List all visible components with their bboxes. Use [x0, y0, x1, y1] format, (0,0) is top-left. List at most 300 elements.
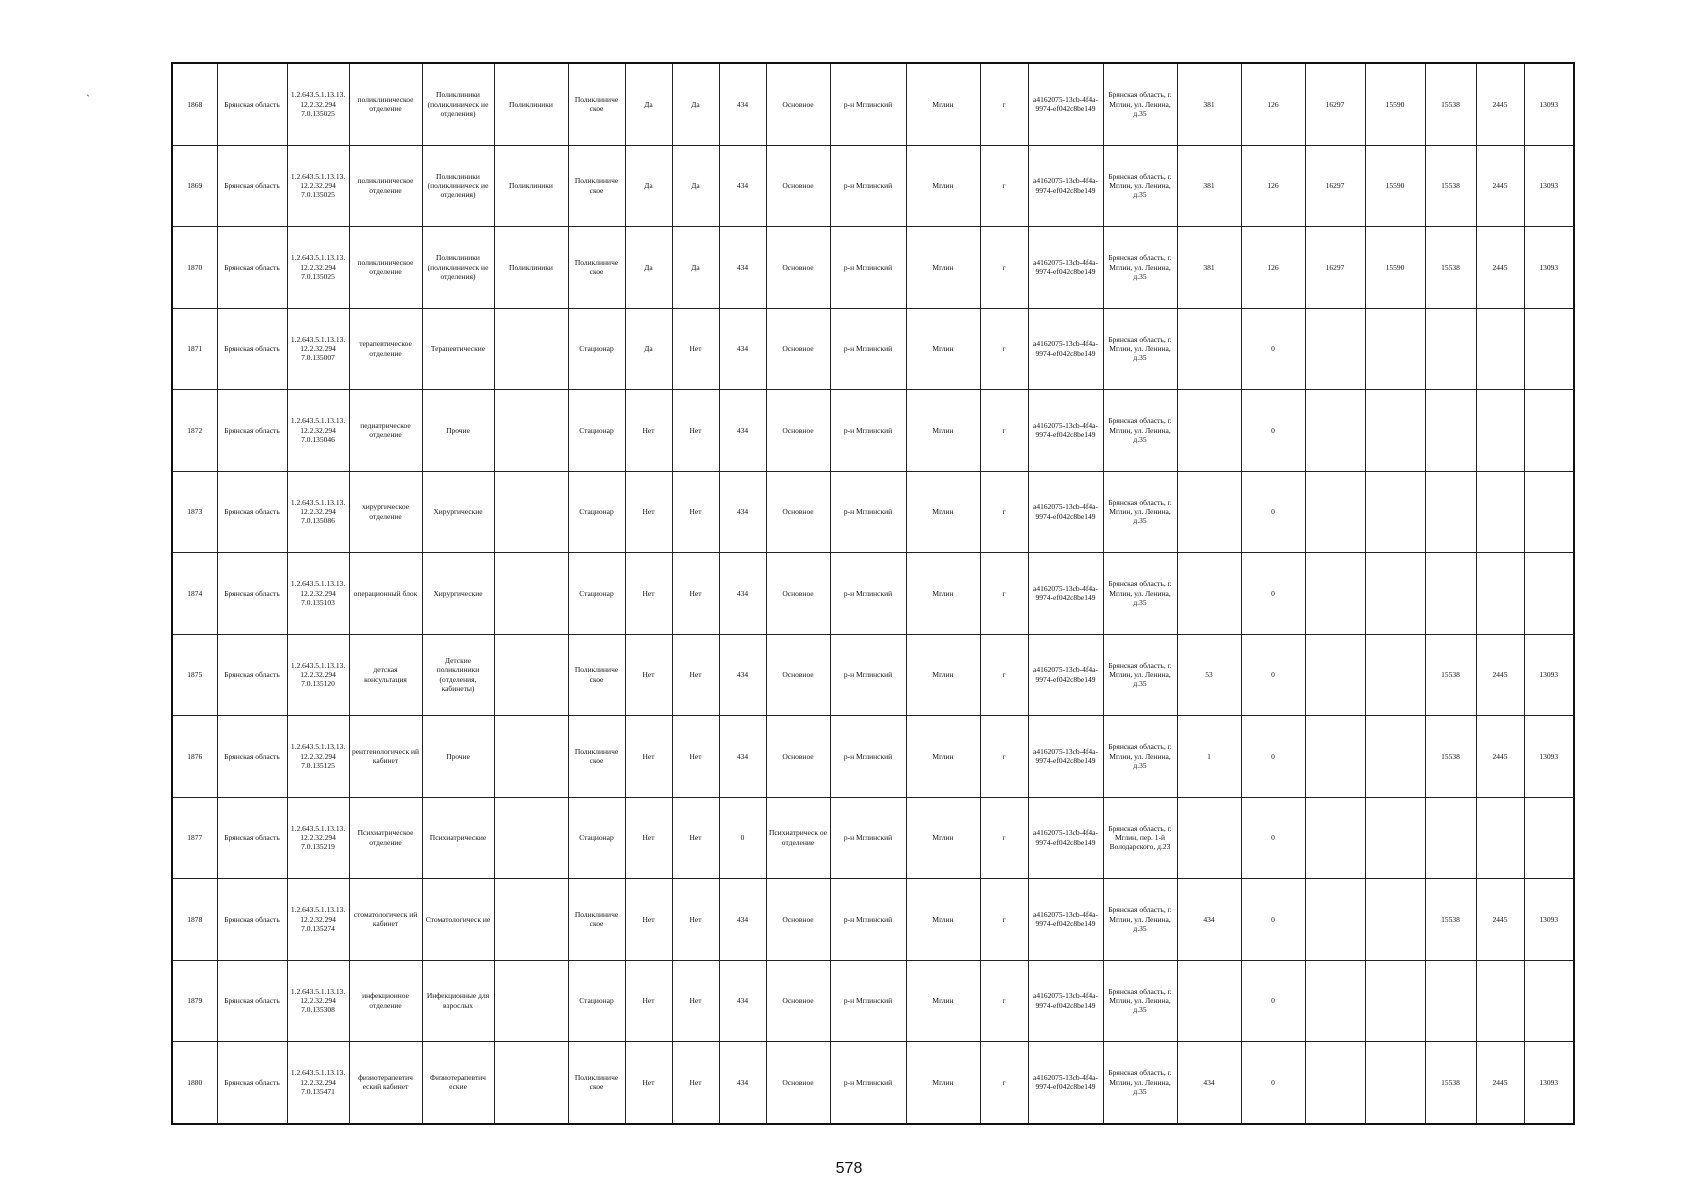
- cell-fias-guid: a4162075-13cb-4f4a-9974-ef042c8be149: [1028, 797, 1103, 879]
- cell-region: Брянская область: [217, 145, 287, 227]
- cell-building: Основное: [766, 145, 830, 227]
- cell-district: р-н Мглинский: [830, 145, 906, 227]
- cell-value-1: [1177, 390, 1241, 472]
- cell-value-2: 0: [1241, 797, 1305, 879]
- cell-oid: 1.2.643.5.1.13.13.12.2.32.294 7.0.135471: [287, 1042, 349, 1124]
- cell-value-5: 15538: [1425, 879, 1476, 961]
- cell-value-4: 15590: [1365, 227, 1425, 309]
- cell-flag-a: Да: [625, 63, 672, 145]
- cell-oid: 1.2.643.5.1.13.13.12.2.32.294 7.0.135025: [287, 63, 349, 145]
- cell-value-7: [1524, 553, 1574, 635]
- cell-unit-category: Поликлиники: [494, 145, 568, 227]
- cell-unit-name: физиотерапевтич еский кабинет: [349, 1042, 422, 1124]
- cell-unit-type: Хирургические: [422, 553, 494, 635]
- cell-district: р-н Мглинский: [830, 797, 906, 879]
- cell-value-4: [1365, 960, 1425, 1042]
- cell-value-2: 0: [1241, 879, 1305, 961]
- cell-value-4: [1365, 390, 1425, 472]
- cell-value-5: 15538: [1425, 634, 1476, 716]
- cell-flag-a: Нет: [625, 634, 672, 716]
- cell-flag-a: Нет: [625, 879, 672, 961]
- cell-count-a: 434: [719, 471, 766, 553]
- cell-count-a: 434: [719, 390, 766, 472]
- cell-locality-type: г: [980, 797, 1028, 879]
- cell-district: р-н Мглинский: [830, 390, 906, 472]
- cell-locality-type: г: [980, 634, 1028, 716]
- cell-unit-type: Физиотерапевтич еские: [422, 1042, 494, 1124]
- cell-value-6: 2445: [1476, 634, 1524, 716]
- cell-value-5: [1425, 960, 1476, 1042]
- cell-value-6: 2445: [1476, 879, 1524, 961]
- cell-address: Брянская область, г. Мглин, ул. Ленина, д.35: [1103, 634, 1177, 716]
- cell-city: Мглин: [906, 63, 980, 145]
- cell-oid: 1.2.643.5.1.13.13.12.2.32.294 7.0.135120: [287, 634, 349, 716]
- cell-flag-a: Нет: [625, 797, 672, 879]
- cell-region: Брянская область: [217, 716, 287, 798]
- cell-district: р-н Мглинский: [830, 553, 906, 635]
- cell-unit-category: [494, 634, 568, 716]
- cell-care-form: Поликлиниче ское: [568, 1042, 625, 1124]
- cell-address: Брянская область, г. Мглин, ул. Ленина, д.35: [1103, 308, 1177, 390]
- cell-building: Основное: [766, 1042, 830, 1124]
- cell-value-6: 2445: [1476, 145, 1524, 227]
- cell-unit-name: терапевтическое отделение: [349, 308, 422, 390]
- cell-unit-category: [494, 879, 568, 961]
- cell-care-form: Поликлиниче ское: [568, 879, 625, 961]
- cell-count-a: 434: [719, 63, 766, 145]
- cell-locality-type: г: [980, 716, 1028, 798]
- cell-building: Основное: [766, 471, 830, 553]
- cell-flag-b: Да: [672, 63, 719, 145]
- cell-value-3: 16297: [1305, 63, 1365, 145]
- cell-unit-type: Инфекционные для взрослых: [422, 960, 494, 1042]
- cell-unit-type: Хирургические: [422, 471, 494, 553]
- cell-row-number: 1876: [172, 716, 217, 798]
- cell-flag-a: Да: [625, 227, 672, 309]
- cell-building: Основное: [766, 879, 830, 961]
- cell-city: Мглин: [906, 227, 980, 309]
- cell-value-5: 15538: [1425, 63, 1476, 145]
- cell-value-4: [1365, 308, 1425, 390]
- page-number: 578: [835, 1160, 863, 1177]
- cell-value-7: 13093: [1524, 63, 1574, 145]
- cell-value-6: 2445: [1476, 63, 1524, 145]
- cell-value-4: [1365, 879, 1425, 961]
- cell-fias-guid: a4162075-13cb-4f4a-9974-ef042c8be149: [1028, 634, 1103, 716]
- cell-care-form: Поликлиниче ское: [568, 63, 625, 145]
- cell-oid: 1.2.643.5.1.13.13.12.2.32.294 7.0.135025: [287, 145, 349, 227]
- cell-value-1: [1177, 308, 1241, 390]
- cell-value-6: [1476, 553, 1524, 635]
- cell-district: р-н Мглинский: [830, 879, 906, 961]
- cell-flag-a: Нет: [625, 716, 672, 798]
- cell-row-number: 1869: [172, 145, 217, 227]
- table-row: [172, 308, 1574, 390]
- cell-value-1: [1177, 553, 1241, 635]
- cell-unit-category: [494, 960, 568, 1042]
- cell-locality-type: г: [980, 63, 1028, 145]
- cell-care-form: Стационар: [568, 471, 625, 553]
- cell-value-4: [1365, 1042, 1425, 1124]
- cell-unit-category: [494, 716, 568, 798]
- cell-count-a: 0: [719, 797, 766, 879]
- cell-fias-guid: a4162075-13cb-4f4a-9974-ef042c8be149: [1028, 716, 1103, 798]
- cell-value-7: [1524, 471, 1574, 553]
- cell-region: Брянская область: [217, 390, 287, 472]
- cell-region: Брянская область: [217, 797, 287, 879]
- cell-locality-type: г: [980, 553, 1028, 635]
- cell-district: р-н Мглинский: [830, 63, 906, 145]
- cell-fias-guid: a4162075-13cb-4f4a-9974-ef042c8be149: [1028, 879, 1103, 961]
- cell-value-4: [1365, 716, 1425, 798]
- cell-unit-type: Психиатрические: [422, 797, 494, 879]
- cell-locality-type: г: [980, 960, 1028, 1042]
- cell-flag-a: Нет: [625, 390, 672, 472]
- cell-unit-category: [494, 553, 568, 635]
- cell-care-form: Поликлиниче ское: [568, 634, 625, 716]
- cell-unit-name: Психиатрическое отделение: [349, 797, 422, 879]
- cell-count-a: 434: [719, 634, 766, 716]
- cell-value-3: [1305, 390, 1365, 472]
- cell-flag-b: Нет: [672, 471, 719, 553]
- cell-value-5: [1425, 553, 1476, 635]
- table-row: [172, 797, 1574, 879]
- cell-address: Брянская область, г. Мглин, ул. Ленина, д.35: [1103, 1042, 1177, 1124]
- cell-flag-b: Нет: [672, 716, 719, 798]
- cell-value-2: 0: [1241, 308, 1305, 390]
- cell-region: Брянская область: [217, 63, 287, 145]
- cell-value-3: 16297: [1305, 227, 1365, 309]
- cell-count-a: 434: [719, 553, 766, 635]
- cell-address: Брянская область, г. Мглин, ул. Ленина, д.35: [1103, 471, 1177, 553]
- cell-district: р-н Мглинский: [830, 471, 906, 553]
- cell-city: Мглин: [906, 308, 980, 390]
- registry-table: [171, 62, 1575, 1125]
- cell-value-5: [1425, 308, 1476, 390]
- cell-unit-name: поликлиническое отделение: [349, 63, 422, 145]
- cell-value-3: [1305, 879, 1365, 961]
- cell-region: Брянская область: [217, 1042, 287, 1124]
- cell-oid: 1.2.643.5.1.13.13.12.2.32.294 7.0.135274: [287, 879, 349, 961]
- cell-value-7: 13093: [1524, 879, 1574, 961]
- cell-fias-guid: a4162075-13cb-4f4a-9974-ef042c8be149: [1028, 553, 1103, 635]
- cell-city: Мглин: [906, 960, 980, 1042]
- cell-address: Брянская область, г. Мглин, ул. Ленина, д.35: [1103, 879, 1177, 961]
- cell-unit-category: Поликлиники: [494, 227, 568, 309]
- cell-value-7: 13093: [1524, 716, 1574, 798]
- cell-count-a: 434: [719, 879, 766, 961]
- cell-flag-b: Нет: [672, 553, 719, 635]
- cell-address: Брянская область, г. Мглин, ул. Ленина, д.35: [1103, 63, 1177, 145]
- cell-unit-name: поликлиническое отделение: [349, 145, 422, 227]
- cell-row-number: 1872: [172, 390, 217, 472]
- cell-flag-b: Да: [672, 227, 719, 309]
- cell-value-6: [1476, 960, 1524, 1042]
- cell-value-6: [1476, 308, 1524, 390]
- cell-flag-b: Да: [672, 145, 719, 227]
- cell-unit-type: Прочие: [422, 390, 494, 472]
- cell-address: Брянская область, г. Мглин, пер. 1-й Володарского, д.23: [1103, 797, 1177, 879]
- cell-value-7: 13093: [1524, 634, 1574, 716]
- cell-care-form: Поликлиниче ское: [568, 716, 625, 798]
- cell-locality-type: г: [980, 879, 1028, 961]
- cell-region: Брянская область: [217, 308, 287, 390]
- cell-row-number: 1878: [172, 879, 217, 961]
- cell-unit-type: Поликлиники (поликлиническ ие отделения): [422, 63, 494, 145]
- cell-fias-guid: a4162075-13cb-4f4a-9974-ef042c8be149: [1028, 960, 1103, 1042]
- cell-value-5: [1425, 390, 1476, 472]
- cell-value-2: 0: [1241, 1042, 1305, 1124]
- cell-flag-b: Нет: [672, 308, 719, 390]
- cell-unit-name: рентгенологическ ий кабинет: [349, 716, 422, 798]
- cell-city: Мглин: [906, 634, 980, 716]
- cell-city: Мглин: [906, 1042, 980, 1124]
- cell-building: Основное: [766, 716, 830, 798]
- cell-region: Брянская область: [217, 471, 287, 553]
- cell-value-6: 2445: [1476, 227, 1524, 309]
- table-row: [172, 145, 1574, 227]
- cell-city: Мглин: [906, 797, 980, 879]
- cell-value-2: 0: [1241, 716, 1305, 798]
- cell-row-number: 1868: [172, 63, 217, 145]
- cell-value-3: 16297: [1305, 145, 1365, 227]
- cell-flag-b: Нет: [672, 634, 719, 716]
- cell-oid: 1.2.643.5.1.13.13.12.2.32.294 7.0.135103: [287, 553, 349, 635]
- cell-value-1: [1177, 960, 1241, 1042]
- cell-value-3: [1305, 960, 1365, 1042]
- cell-care-form: Стационар: [568, 308, 625, 390]
- cell-value-7: [1524, 960, 1574, 1042]
- cell-value-4: 15590: [1365, 145, 1425, 227]
- cell-city: Мглин: [906, 145, 980, 227]
- cell-value-1: [1177, 797, 1241, 879]
- cell-value-3: [1305, 716, 1365, 798]
- cell-value-2: 0: [1241, 960, 1305, 1042]
- cell-unit-type: Поликлиники (поликлиническ ие отделения): [422, 145, 494, 227]
- cell-value-7: [1524, 797, 1574, 879]
- cell-care-form: Поликлиниче ское: [568, 145, 625, 227]
- cell-value-6: [1476, 390, 1524, 472]
- table-row: [172, 1042, 1574, 1124]
- cell-count-a: 434: [719, 716, 766, 798]
- cell-value-7: [1524, 308, 1574, 390]
- cell-locality-type: г: [980, 145, 1028, 227]
- cell-value-6: [1476, 797, 1524, 879]
- cell-value-2: 0: [1241, 471, 1305, 553]
- registry-table-body: [172, 63, 1574, 1124]
- cell-count-a: 434: [719, 227, 766, 309]
- cell-value-3: [1305, 308, 1365, 390]
- cell-building: Основное: [766, 634, 830, 716]
- cell-district: р-н Мглинский: [830, 716, 906, 798]
- cell-building: Основное: [766, 227, 830, 309]
- cell-unit-name: педиатрическое отделение: [349, 390, 422, 472]
- cell-address: Брянская область, г. Мглин, ул. Ленина, д.35: [1103, 390, 1177, 472]
- cell-unit-name: операционный блок: [349, 553, 422, 635]
- cell-row-number: 1873: [172, 471, 217, 553]
- cell-address: Брянская область, г. Мглин, ул. Ленина, д.35: [1103, 716, 1177, 798]
- cell-value-2: 0: [1241, 390, 1305, 472]
- cell-oid: 1.2.643.5.1.13.13.12.2.32.294 7.0.135125: [287, 716, 349, 798]
- cell-value-4: [1365, 471, 1425, 553]
- cell-region: Брянская область: [217, 553, 287, 635]
- cell-value-5: 15538: [1425, 227, 1476, 309]
- cell-value-3: [1305, 553, 1365, 635]
- cell-region: Брянская область: [217, 879, 287, 961]
- cell-unit-type: Поликлиники (поликлиническ ие отделения): [422, 227, 494, 309]
- cell-locality-type: г: [980, 471, 1028, 553]
- cell-care-form: Поликлиниче ское: [568, 227, 625, 309]
- cell-flag-b: Нет: [672, 390, 719, 472]
- cell-value-7: [1524, 390, 1574, 472]
- cell-value-2: 126: [1241, 63, 1305, 145]
- cell-unit-category: Поликлиники: [494, 63, 568, 145]
- cell-value-4: 15590: [1365, 63, 1425, 145]
- cell-row-number: 1874: [172, 553, 217, 635]
- cell-city: Мглин: [906, 879, 980, 961]
- cell-region: Брянская область: [217, 227, 287, 309]
- cell-flag-a: Нет: [625, 1042, 672, 1124]
- cell-row-number: 1870: [172, 227, 217, 309]
- cell-unit-type: Стоматологическ ие: [422, 879, 494, 961]
- cell-district: р-н Мглинский: [830, 227, 906, 309]
- cell-flag-b: Нет: [672, 960, 719, 1042]
- cell-address: Брянская область, г. Мглин, ул. Ленина, д.35: [1103, 960, 1177, 1042]
- cell-fias-guid: a4162075-13cb-4f4a-9974-ef042c8be149: [1028, 1042, 1103, 1124]
- cell-unit-name: инфекционное отделение: [349, 960, 422, 1042]
- cell-value-1: 434: [1177, 879, 1241, 961]
- cell-district: р-н Мглинский: [830, 960, 906, 1042]
- cell-value-7: 13093: [1524, 227, 1574, 309]
- table-row: [172, 879, 1574, 961]
- cell-building: Основное: [766, 308, 830, 390]
- cell-fias-guid: a4162075-13cb-4f4a-9974-ef042c8be149: [1028, 390, 1103, 472]
- cell-flag-a: Да: [625, 145, 672, 227]
- cell-unit-type: Детские поликлиники (отделения, кабинеты): [422, 634, 494, 716]
- cell-unit-name: детская консультация: [349, 634, 422, 716]
- cell-count-a: 434: [719, 145, 766, 227]
- cell-value-5: 15538: [1425, 716, 1476, 798]
- cell-care-form: Стационар: [568, 553, 625, 635]
- table-row: [172, 553, 1574, 635]
- table-row: [172, 63, 1574, 145]
- cell-building: Психиатрическ ое отделение: [766, 797, 830, 879]
- cell-fias-guid: a4162075-13cb-4f4a-9974-ef042c8be149: [1028, 145, 1103, 227]
- cell-value-1: 434: [1177, 1042, 1241, 1124]
- cell-value-1: 53: [1177, 634, 1241, 716]
- cell-value-1: 1: [1177, 716, 1241, 798]
- cell-flag-b: Нет: [672, 797, 719, 879]
- cell-value-2: 126: [1241, 227, 1305, 309]
- cell-unit-name: хирургическое отделение: [349, 471, 422, 553]
- cell-city: Мглин: [906, 471, 980, 553]
- cell-value-6: [1476, 471, 1524, 553]
- cell-locality-type: г: [980, 1042, 1028, 1124]
- cell-building: Основное: [766, 553, 830, 635]
- scan-mark: `: [86, 92, 90, 106]
- cell-building: Основное: [766, 960, 830, 1042]
- cell-flag-a: Нет: [625, 553, 672, 635]
- cell-care-form: Стационар: [568, 390, 625, 472]
- cell-row-number: 1880: [172, 1042, 217, 1124]
- cell-value-3: [1305, 1042, 1365, 1124]
- cell-value-5: 15538: [1425, 145, 1476, 227]
- cell-value-4: [1365, 634, 1425, 716]
- cell-oid: 1.2.643.5.1.13.13.12.2.32.294 7.0.135086: [287, 471, 349, 553]
- cell-count-a: 434: [719, 308, 766, 390]
- cell-city: Мглин: [906, 553, 980, 635]
- cell-oid: 1.2.643.5.1.13.13.12.2.32.294 7.0.135219: [287, 797, 349, 879]
- cell-unit-type: Терапевтические: [422, 308, 494, 390]
- cell-value-1: 381: [1177, 227, 1241, 309]
- cell-value-1: 381: [1177, 63, 1241, 145]
- cell-unit-name: стоматологическ ий кабинет: [349, 879, 422, 961]
- cell-flag-b: Нет: [672, 1042, 719, 1124]
- cell-value-4: [1365, 797, 1425, 879]
- cell-care-form: Стационар: [568, 797, 625, 879]
- table-row: [172, 960, 1574, 1042]
- table-row: [172, 390, 1574, 472]
- cell-fias-guid: a4162075-13cb-4f4a-9974-ef042c8be149: [1028, 63, 1103, 145]
- cell-fias-guid: a4162075-13cb-4f4a-9974-ef042c8be149: [1028, 227, 1103, 309]
- registry-sheet: [171, 62, 1559, 1125]
- cell-locality-type: г: [980, 308, 1028, 390]
- cell-care-form: Стационар: [568, 960, 625, 1042]
- table-row: [172, 634, 1574, 716]
- cell-value-3: [1305, 471, 1365, 553]
- cell-address: Брянская область, г. Мглин, ул. Ленина, д.35: [1103, 227, 1177, 309]
- cell-unit-category: [494, 471, 568, 553]
- cell-oid: 1.2.643.5.1.13.13.12.2.32.294 7.0.135007: [287, 308, 349, 390]
- cell-unit-category: [494, 1042, 568, 1124]
- cell-value-7: 13093: [1524, 1042, 1574, 1124]
- cell-flag-b: Нет: [672, 879, 719, 961]
- cell-value-4: [1365, 553, 1425, 635]
- cell-value-2: 126: [1241, 145, 1305, 227]
- cell-oid: 1.2.643.5.1.13.13.12.2.32.294 7.0.135025: [287, 227, 349, 309]
- cell-address: Брянская область, г. Мглин, ул. Ленина, д.35: [1103, 145, 1177, 227]
- cell-row-number: 1877: [172, 797, 217, 879]
- cell-flag-a: Да: [625, 308, 672, 390]
- cell-value-5: 15538: [1425, 1042, 1476, 1124]
- cell-flag-a: Нет: [625, 960, 672, 1042]
- cell-value-1: 381: [1177, 145, 1241, 227]
- cell-district: р-н Мглинский: [830, 1042, 906, 1124]
- cell-value-7: 13093: [1524, 145, 1574, 227]
- cell-value-6: 2445: [1476, 716, 1524, 798]
- cell-address: Брянская область, г. Мглин, ул. Ленина, д.35: [1103, 553, 1177, 635]
- table-row: [172, 716, 1574, 798]
- cell-city: Мглин: [906, 716, 980, 798]
- cell-row-number: 1871: [172, 308, 217, 390]
- cell-region: Брянская область: [217, 960, 287, 1042]
- cell-building: Основное: [766, 63, 830, 145]
- table-row: [172, 471, 1574, 553]
- cell-value-3: [1305, 634, 1365, 716]
- cell-row-number: 1879: [172, 960, 217, 1042]
- cell-count-a: 434: [719, 960, 766, 1042]
- cell-unit-category: [494, 390, 568, 472]
- cell-oid: 1.2.643.5.1.13.13.12.2.32.294 7.0.135308: [287, 960, 349, 1042]
- cell-unit-category: [494, 308, 568, 390]
- cell-count-a: 434: [719, 1042, 766, 1124]
- cell-fias-guid: a4162075-13cb-4f4a-9974-ef042c8be149: [1028, 471, 1103, 553]
- cell-city: Мглин: [906, 390, 980, 472]
- table-row: [172, 227, 1574, 309]
- cell-flag-a: Нет: [625, 471, 672, 553]
- cell-unit-type: Прочие: [422, 716, 494, 798]
- cell-building: Основное: [766, 390, 830, 472]
